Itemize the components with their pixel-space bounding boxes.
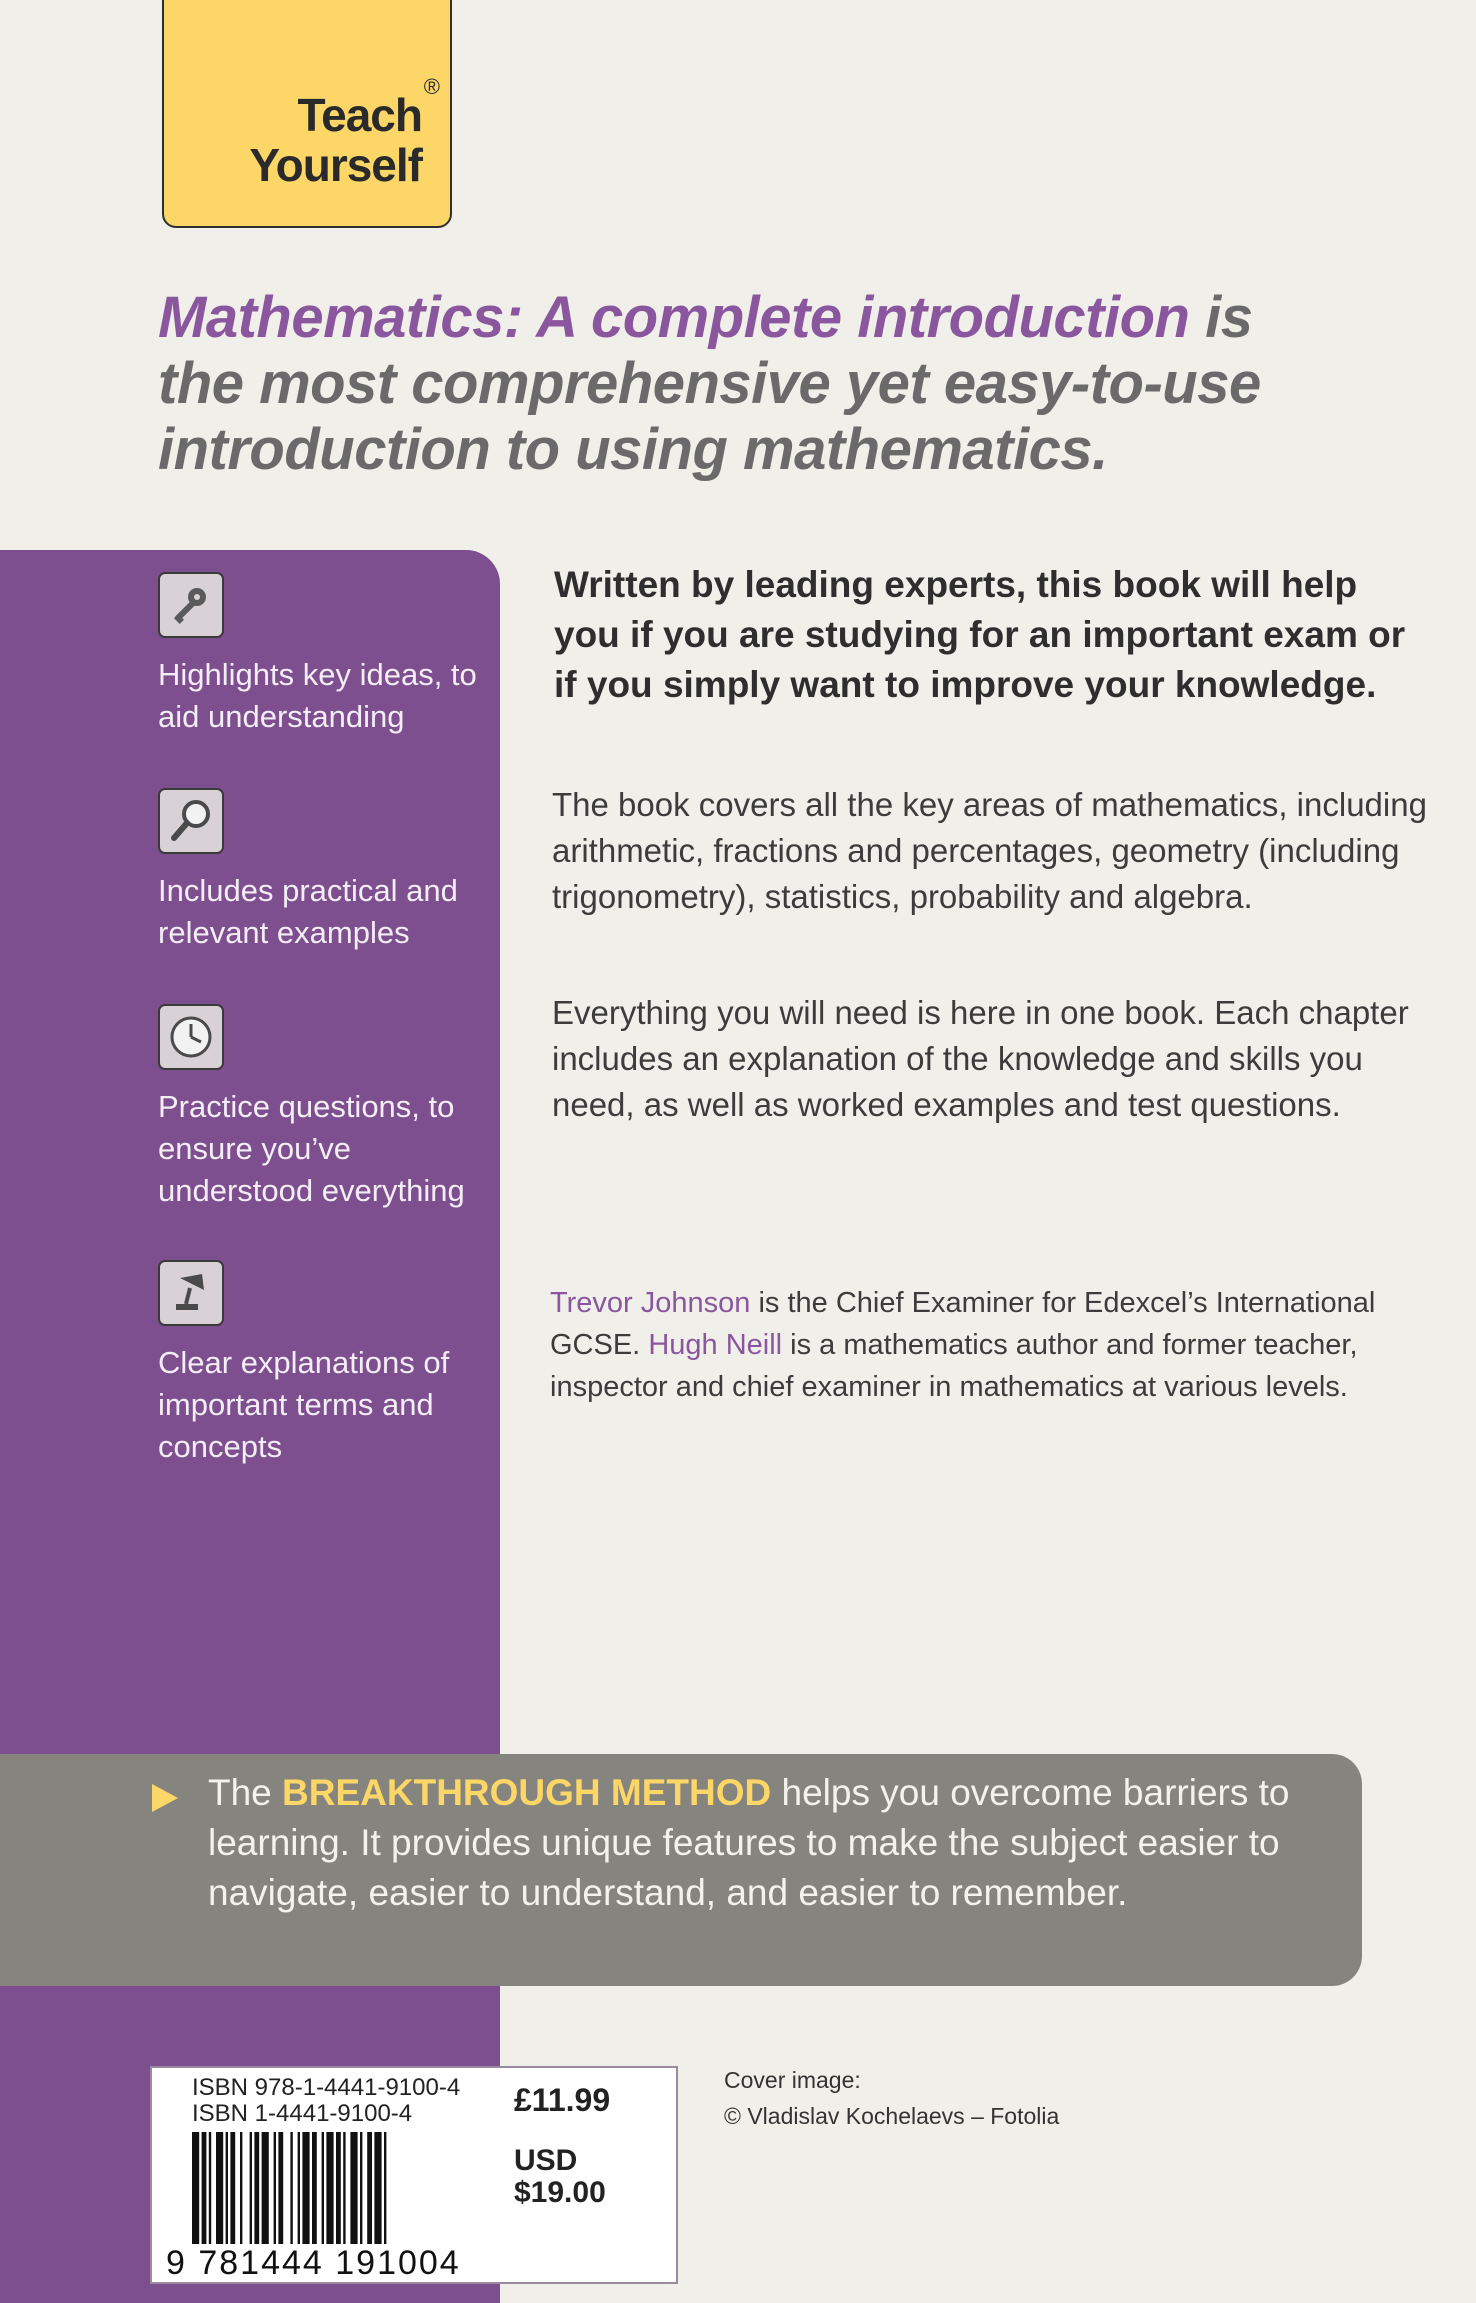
badge-text: [249, 90, 422, 190]
barcode-bar: [226, 2132, 228, 2244]
magnifier-icon: [158, 788, 224, 854]
breakthrough-band: [0, 1754, 1362, 1986]
feature-label: Clear explanations of important terms and concepts: [158, 1345, 450, 1464]
barcode-bar: [202, 2132, 207, 2244]
barcode-bar: [254, 2132, 259, 2244]
barcode-bar: [230, 2132, 235, 2244]
badge-line-yourself: Yourself: [249, 139, 422, 191]
barcode-bar: [216, 2132, 223, 2244]
barcode-bar: [367, 2132, 372, 2244]
headline-rest: is the most comprehensive yet easy-to-use introduction to using mathematics.: [158, 285, 1261, 482]
author-name: Hugh Neill: [648, 1329, 783, 1361]
price-usd: $19.00: [514, 2176, 606, 2209]
barcode-bar: [298, 2132, 300, 2244]
barcode-bar: [302, 2132, 309, 2244]
breakthrough-text: [208, 1768, 1328, 1918]
breakthrough-method: BREAKTHROUGH METHOD: [282, 1772, 772, 1813]
barcode-bar: [262, 2132, 269, 2244]
arrow-icon: [152, 1784, 178, 1812]
author-bios: [550, 1282, 1430, 1408]
lamp-icon: [158, 1260, 224, 1326]
barcode-bar: [312, 2132, 317, 2244]
band-pre: The: [208, 1772, 283, 1813]
features-sidebar: [0, 550, 500, 2303]
barcode-bar: [336, 2132, 341, 2244]
cover-credit-label: Cover image:: [724, 2067, 861, 2093]
author-bio: is the Chief Examiner for Edexcel’s International GCSE.: [550, 1287, 1376, 1361]
contents-paragraph: Everything you will need is here in one book. Each chapter includes an explanation of the knowledge and skills you need, as well as worked examples and test questions.: [552, 994, 1409, 1123]
barcode-bars: [192, 2132, 492, 2244]
barcode-bar: [250, 2132, 252, 2244]
headline-title: Mathematics: A complete introduction: [158, 285, 1190, 350]
cover-credit-text: © Vladislav Kochelaevs – Fotolia: [724, 2103, 1060, 2129]
headline: [158, 285, 1338, 483]
barcode-bar: [384, 2132, 386, 2244]
barcode-bar: [360, 2132, 362, 2244]
band-post: helps you overcome barriers to learning. It provides unique features to make the subject easier to navigate, easier to understand, and easier to remember.: [208, 1772, 1290, 1913]
barcode-bar: [322, 2132, 324, 2244]
barcode-bar: [278, 2132, 283, 2244]
feature-label: Includes practical and relevant examples: [158, 873, 458, 950]
barcode-bar: [192, 2132, 199, 2244]
barcode-bar: [343, 2132, 345, 2244]
intro-text: Written by leading experts, this book will help you if you are studying for an important exam or if you simply want to improve your knowledge.: [554, 564, 1406, 705]
price-gbp: £11.99: [514, 2082, 611, 2118]
key-icon: [158, 572, 224, 638]
coverage-paragraph: The book covers all the key areas of mathematics, including arithmetic, fractions and percentages, geometry (including trigonometry), statistics, probability and algebra.: [552, 786, 1427, 915]
isbn-10: ISBN 1-4441-9100-4: [192, 2100, 413, 2127]
registered-mark: ®: [423, 74, 440, 99]
barcode-bar: [274, 2132, 276, 2244]
barcode-bar: [350, 2132, 357, 2244]
barcode-bar: [240, 2132, 242, 2244]
barcode-digits: 9 781444 191004: [166, 2244, 461, 2282]
barcode-box: [150, 2066, 678, 2284]
feature-label: Practice questions, to ensure you’ve understood everything: [158, 1089, 465, 1208]
isbn-13: ISBN 978-1-4441-9100-4: [192, 2074, 461, 2101]
teach-yourself-badge: [162, 0, 452, 228]
barcode-bar: [209, 2132, 211, 2244]
price-usd-label: USD: [514, 2144, 578, 2177]
barcode-bar: [326, 2132, 333, 2244]
barcode-bar: [374, 2132, 381, 2244]
badge-line-teach: Teach: [297, 89, 422, 141]
author-bio: is a mathematics author and former teacher, inspector and chief examiner in mathematics at various levels.: [550, 1329, 1358, 1403]
feature-label: Highlights key ideas, to aid understanding: [158, 657, 477, 734]
barcode-bar: [290, 2132, 292, 2244]
cover-credit: [724, 2062, 1144, 2134]
clock-icon: [158, 1004, 224, 1070]
author-name: Trevor Johnson: [550, 1287, 751, 1319]
